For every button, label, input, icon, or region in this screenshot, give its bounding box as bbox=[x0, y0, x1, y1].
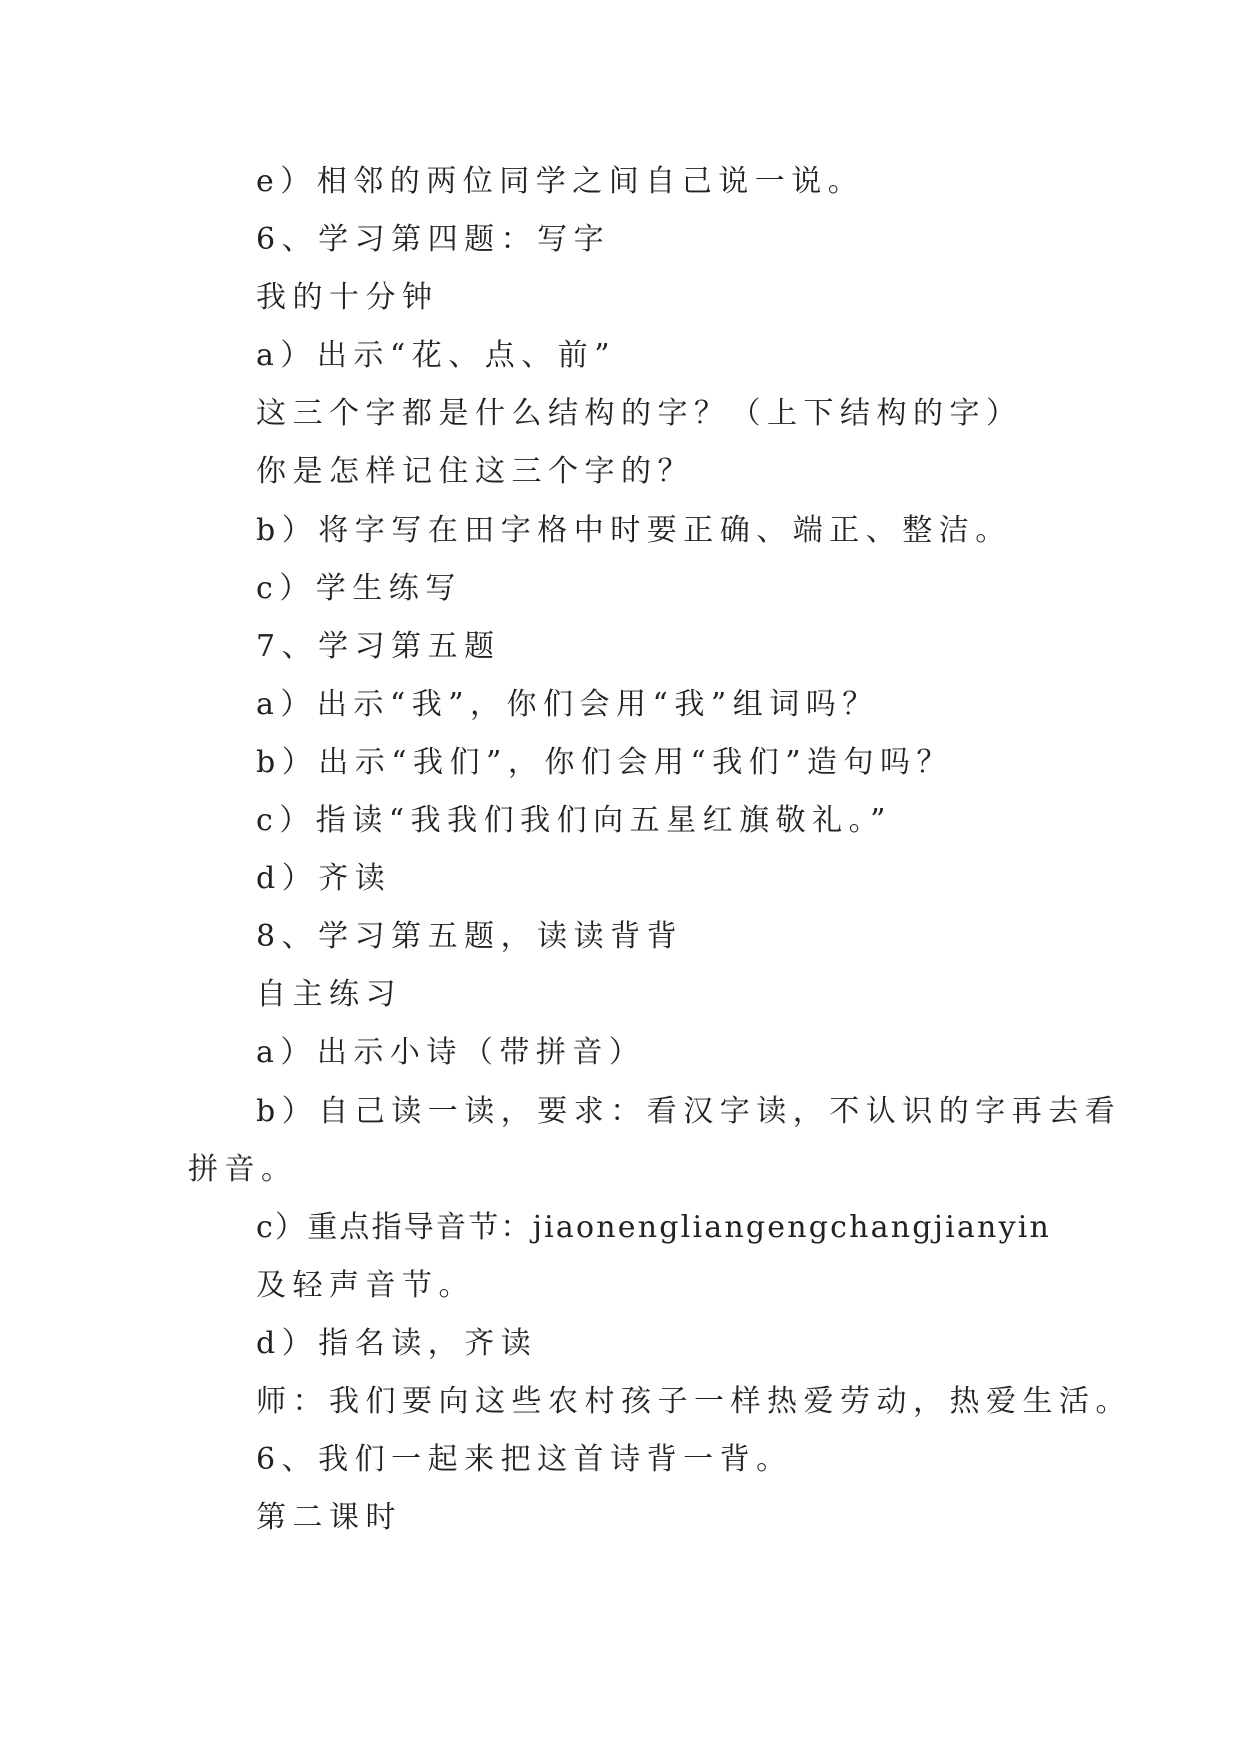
text-line: b）出示“我们”，你们会用“我们”造句吗？ bbox=[256, 744, 954, 780]
section-heading: 7、学习第五题 bbox=[256, 628, 501, 664]
subheading: 第二课时 bbox=[256, 1500, 402, 1536]
section-heading: 6、我们一起来把这首诗背一背。 bbox=[256, 1442, 793, 1478]
text-line: 你是怎样记住这三个字的？ bbox=[256, 454, 694, 490]
text-line: b）将字写在田字格中时要正确、端正、整洁。 bbox=[256, 512, 1012, 548]
text-line: d）指名读，齐读 bbox=[256, 1325, 538, 1361]
text-line: d）齐读 bbox=[256, 861, 392, 897]
text-line: a）出示小诗（带拼音） bbox=[256, 1035, 646, 1071]
text-line: 及轻声音节。 bbox=[256, 1267, 475, 1303]
text-line-continuation: 拼音。 bbox=[188, 1151, 298, 1187]
text-line: b）自己读一读，要求：看汉字读，不认识的字再去看 bbox=[256, 1093, 1122, 1129]
text-line: e）相邻的两位同学之间自己说一说。 bbox=[256, 164, 865, 199]
section-heading: 6、学习第四题：写字 bbox=[256, 222, 611, 258]
text-line: a）出示“我”，你们会用“我”组词吗？ bbox=[256, 686, 879, 722]
subheading: 我的十分钟 bbox=[256, 280, 439, 316]
text-line: c）重点指导音节：jiaonengliangengchangjianyin bbox=[256, 1209, 1052, 1245]
text-line: 这三个字都是什么结构的字？（上下结构的字） bbox=[256, 396, 1023, 432]
text-line: 师：我们要向这些农村孩子一样热爱劳动，热爱生活。 bbox=[256, 1383, 1132, 1419]
section-heading: 8、学习第五题，读读背背 bbox=[256, 919, 684, 955]
document-body bbox=[0, 153, 1241, 1547]
text-line: a）出示“花、点、前” bbox=[256, 338, 617, 374]
subheading: 自主练习 bbox=[256, 977, 402, 1013]
text-line: c）学生练写 bbox=[256, 570, 462, 606]
text-line: c）指读“我我们我们向五星红旗敬礼。” bbox=[256, 803, 892, 839]
